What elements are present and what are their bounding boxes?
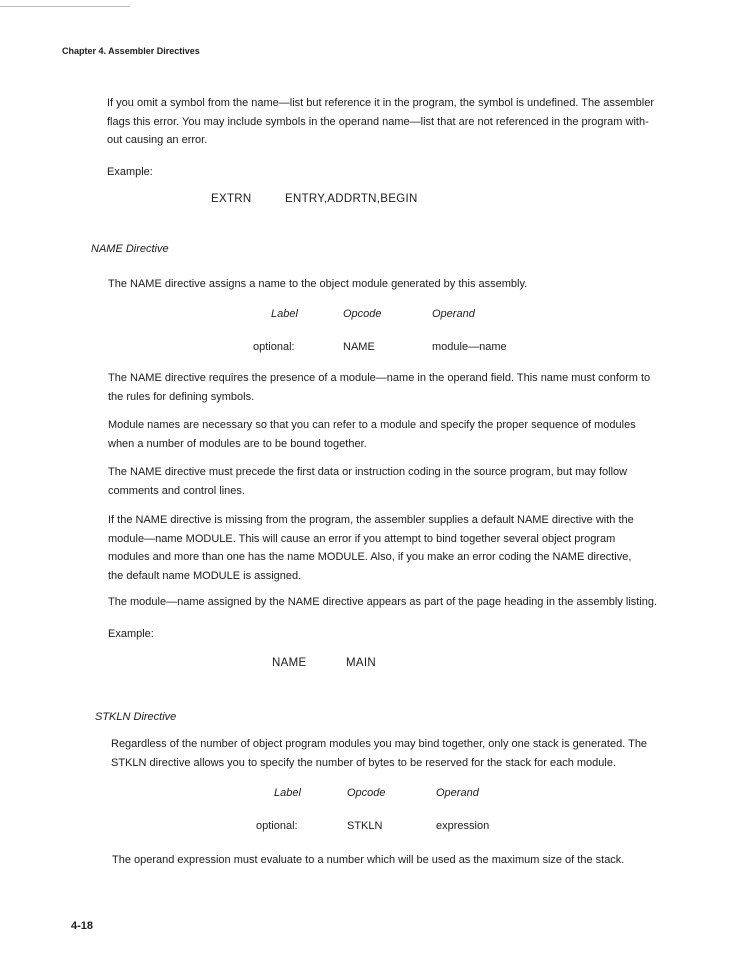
- stkln-paragraph-intro: Regardless of the number of object program modules you may bind together, only one stack is generated. The STKLN directive allows you to specify the number of bytes to be reserved for the stack for each module.: [111, 738, 648, 769]
- stkln-opcode-value: STKLN: [347, 820, 383, 832]
- paragraph-undefined-symbol: If you omit a symbol from the name—list but reference it in the program, the symbol is undefined. The assembler flags this error. You may include symbols in the operand name—list that are not referenced in the program with- out causing an error.: [107, 97, 654, 146]
- name-example-operand: MAIN: [346, 657, 376, 669]
- name-paragraph-module-names: Module names are necessary so that you can refer to a module and specify the proper sequence of modules when a number of modules are to be bound together.: [108, 419, 636, 450]
- name-example-opcode: NAME: [272, 657, 307, 669]
- stkln-col-operand: Operand: [436, 787, 479, 799]
- stkln-col-opcode: Opcode: [347, 787, 386, 799]
- format-col-operand: Operand: [432, 308, 475, 320]
- section-title-name: NAME Directive: [91, 243, 169, 255]
- example-opcode: EXTRN: [211, 193, 252, 205]
- name-paragraph-precede: The NAME directive must precede the first data or instruction coding in the source program, but may follow comments and control lines.: [108, 466, 628, 497]
- stkln-col-label: Label: [274, 787, 301, 799]
- example-operand: ENTRY,ADDRTN,BEGIN: [285, 193, 418, 205]
- format-operand-value: module—name: [432, 341, 507, 353]
- stkln-label-value: optional:: [256, 820, 298, 832]
- top-rule: [0, 6, 130, 7]
- section-title-stkln: STKLN Directive: [95, 711, 177, 723]
- name-paragraph-missing: If the NAME directive is missing from the program, the assembler supplies a default NAME directive with the module—name MODULE. This will cause an error if you attempt to bind together several object program modules and more than one has the name MODULE. Also, if you make an error coding the NAME directive, the default name MODULE is assigned.: [108, 514, 634, 582]
- stkln-operand-value: expression: [436, 820, 490, 832]
- chapter-header: Chapter 4. Assembler Directives: [62, 46, 200, 56]
- format-col-opcode: Opcode: [343, 308, 382, 320]
- name-intro: The NAME directive assigns a name to the object module generated by this assembly.: [108, 278, 528, 290]
- format-label-value: optional:: [253, 341, 295, 353]
- example-label: Example:: [107, 166, 153, 178]
- name-paragraph-requires: The NAME directive requires the presence of a module—name in the operand field. This name must conform to the rules for defining symbols.: [108, 372, 651, 403]
- page-number: 4-18: [71, 920, 94, 932]
- stkln-paragraph-expression: The operand expression must evaluate to a number which will be used as the maximum size of the stack.: [112, 854, 625, 866]
- format-opcode-value: NAME: [343, 341, 375, 353]
- name-paragraph-heading: The module—name assigned by the NAME directive appears as part of the page heading in the assembly listing.: [108, 596, 658, 608]
- name-example-label: Example:: [108, 628, 154, 640]
- format-col-label: Label: [271, 308, 298, 320]
